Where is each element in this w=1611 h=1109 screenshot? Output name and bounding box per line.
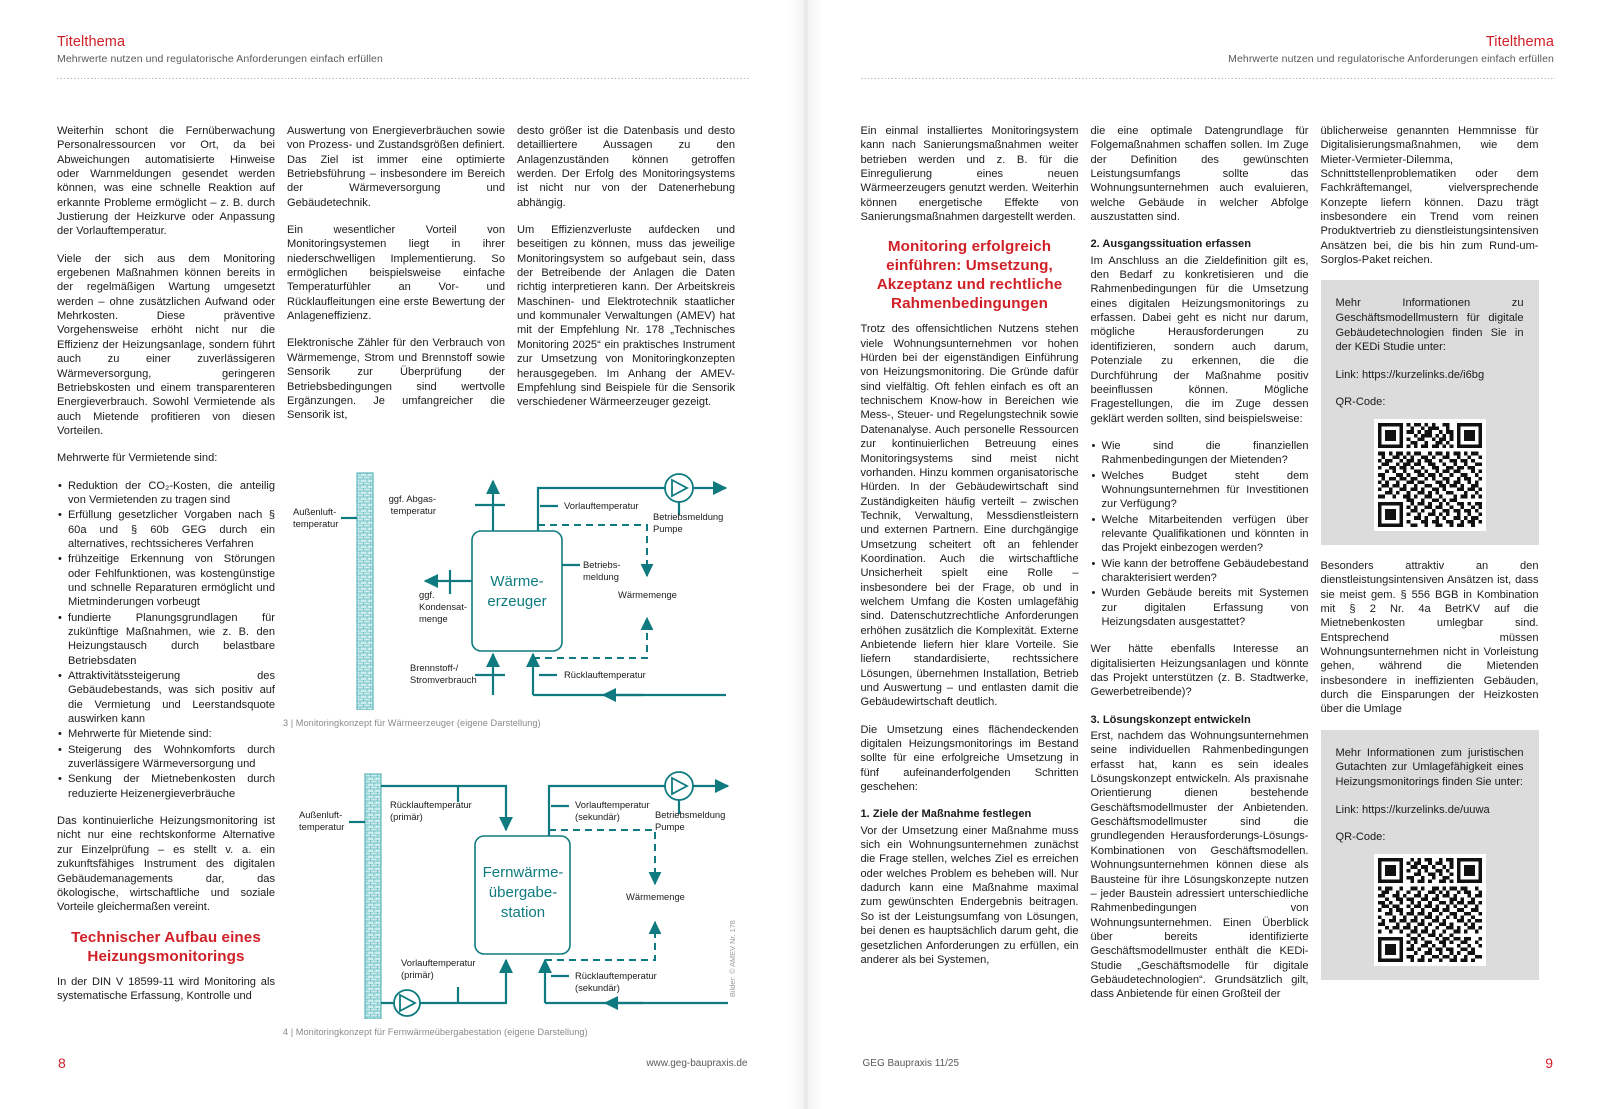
paragraph: Besonders attraktiv an den dienstleistungsintensiven Ansätzen ist, dass sie meist gem. § 556 BGB in Kombination mit § 2 Nr. 4a BetrKV auf die Mietnebenkosten umlegbar sind. Entsprechend müssen Wohnungsunternehmen nicht in Vorleistung gehen, während die Mietenden insbesondere in ineffizienten Gebäuden, durch die Einsparungen der Heizkosten über die Umlage <box>1320 560 1539 716</box>
paragraph: Elektronische Zähler für den Verbrauch von Wärmemenge, Strom und Brennstoff sowie Sensorik zur Überprüfung der Betriebsbedingungen sind wertvolle Ergänzungen. Je umfangreicher die Sensorik ist, <box>287 337 505 422</box>
right-page-number: 9 <box>1545 1055 1553 1071</box>
label-outside-air-temp-2: temperatur <box>293 518 339 529</box>
list-item: • Senkung der Mietnebenkosten durch reduzierte Heizenergieverbräuche <box>57 772 275 801</box>
label-outside-air-temp-2: temperatur <box>299 821 345 832</box>
label-return-secondary-1: Rücklauftemperatur <box>575 970 657 981</box>
info-box-kedi-studie <box>1321 280 1539 545</box>
left-column-1 <box>57 124 275 1016</box>
station-label-1: Fernwärme- <box>482 864 564 881</box>
paragraph: Im Anschluss an die Zieldefinition gilt es, den Bedarf zu konkretisieren und die Rahmenbedingungen für die Umsetzung eines digitalen Heizungsmonitorings zu erfassen. Dabei geht es nicht nur darum, mögliche Herausforderungen zu identifizieren, sondern auch darum, Potenziale zu erkennen, die die Durchführung der Maßnahme positiv beeinflussen können. Mögliche Fragestellungen, die im Zuge dessen geklärt werden sollten, sind beispielsweise: <box>1090 254 1309 425</box>
heat-generator-label-2: erzeuger <box>487 593 547 610</box>
paragraph: In der DIN V 18599-11 wird Monitoring als systematische Erfassung, Kontrolle und <box>57 975 275 1002</box>
right-page <box>806 0 1611 1109</box>
label-fuel-1: Brennstoff-/ <box>410 662 459 673</box>
figure-4-diagram <box>283 744 743 1019</box>
paragraph: die eine optimale Datengrundlage für Folgemaßnahmen schaffen sollen. Im Zuge der Definition des gewünschten Leistungsumfangs sollte das Wohnungsunternehmen auch evaluieren, welche Gebäude in welcher Abfolge auszustatten sind. <box>1090 125 1309 224</box>
paragraph: Weiterhin schont die Fernüberwachung Personalressourcen vor Ort, da bei Abweichungen automatisierte Hinweise oder Warnmeldungen gesendet werden können, was eine schnelle Reaktion auf erkannte Probleme ermöglicht – z. B. durch Justierung der Heizkurve oder Anpassung der Vorlauftemperatur. <box>57 125 275 238</box>
paragraph: desto größer ist die Datenbasis und desto detailliertere Aussagen zu den Anlagenzuständen können getroffen werden. Der Erfolg des Monitoringsystems ist nicht nur von der Datenerhebung abhängig. <box>517 125 735 209</box>
step-heading-2: 2. Ausgangssituation erfassen <box>1090 238 1251 251</box>
info-box-2-qr-label: QR-Code: <box>1335 831 1386 844</box>
qr-wrapper-2 <box>1336 854 1524 966</box>
label-outside-air-temp: Außenluft- <box>293 506 337 517</box>
right-running-head <box>1228 34 1554 65</box>
section-heading-technischer-aufbau: Technischer Aufbau eines Heizungsmonitorings <box>71 928 261 965</box>
label-heat-quantity: Wärmemenge <box>618 589 677 600</box>
label-condensate-1: ggf. <box>419 589 435 600</box>
paragraph: Vor der Umsetzung einer Maßnahme muss sich ein Wohnungsunternehmen zunächst die Frage stellen, welches Ziel es erreichen oder welches Problem es beheben will. Nur dadurch kann eine Maßnahme maximal zum gewünschten Endergebnis beitragen. So ist der Leistungsumfang von Lösungen, bei denen es hauptsächlich darum geht, die gesetzlichen Anforderungen zu erfüllen, ein anderer als bei Systemen, <box>860 824 1079 966</box>
label-heat-quantity: Wärmemenge <box>626 891 685 902</box>
paragraph: Erst, nachdem das Wohnungsunternehmen seine individuellen Rahmenbedingungen erfasst hat, kann es sein ideales Lösungskonzept entwickeln. Als praxisnahe Orientierung dienen bestehende Geschäftsmodellmuster der Anbietenden. Geschäftsmodellmuster sind die grundlegenden Herausforderungs-Lösungs-Kombinationen von Geschäftsmodellen. Wohnungsunternehmen können diese als Bausteine für ihre Lösungskonzepte nutzen – jeder Baustein adressiert unterschiedliche Rahmenbedingungen von Wohnungsunternehmen. Einen Überblick über bereits identifizierte Geschäftsmodellmuster enthält die KEDi-Studie „Geschäftsmodelle für digitale Gebäudetechnologien“. Grundsätzlich gilt, dass Anbietende für einen Großteil der <box>1090 730 1309 1001</box>
info-box-1-text: Mehr Informationen zu Geschäftsmodellmustern für digitale Gebäudetechnologien finden Sie in der KEDi Studie unter: <box>1335 297 1524 354</box>
label-flow-primary-2: (primär) <box>401 969 434 980</box>
figure-4-caption: 4 | Monitoringkonzept für Fernwärmeübergabestation (eigene Darstellung) <box>283 1027 588 1037</box>
label-fuel-2: Stromverbrauch <box>410 674 477 685</box>
label-condensate-2: Kondensat- <box>419 601 467 612</box>
section-heading-monitoring-einfuehren: Monitoring erfolgreich einführen: Umsetzung, Akzeptanz und rechtliche Rahmenbedingungen <box>876 238 1063 313</box>
label-condensate-3: menge <box>419 613 448 624</box>
right-column-2 <box>1091 124 1309 1015</box>
qr-wrapper-1 <box>1336 419 1524 531</box>
right-runhead-kicker: Titelthema <box>1485 34 1554 50</box>
station-label-3: station <box>500 904 546 921</box>
list-item: • Attraktivitätssteigerung des Gebäudebestands, was sich positiv auf die Vermietung und Leerstandsquote auswirken kann <box>57 669 275 726</box>
label-flue-gas-temp: ggf. Abgas- <box>388 493 436 504</box>
label-flue-gas-temp-2: temperatur <box>390 505 436 516</box>
paragraph: Ein wesentlicher Vorteil von Monitoringsystemen liegt in ihrer niederschwelligen Implementierung. So ermöglichen beispielsweise einfache Temperaturfühler an Vor- und Rücklaufleitungen eine erste Bewertung der Anlageneffizienz. <box>287 224 505 323</box>
qr-code-1[interactable] <box>1374 419 1486 531</box>
list-item: • Steigerung des Wohnkomforts durch zuverlässigere Wärmeversorgung und <box>57 743 275 772</box>
list-item: • Welches Budget steht dem Wohnungsunternehmen für Investitionen zur Verfügung? <box>1091 469 1309 512</box>
right-column-1 <box>861 124 1079 1015</box>
right-column-3 <box>1321 124 1539 1015</box>
info-box-2-text: Mehr Informationen zum juristischen Gutachten zur Umlagefähigkeit eines Heizungsmonitorings finden Sie unter: <box>1335 746 1524 788</box>
label-pump-status-1: Betriebsmeldung <box>653 511 724 522</box>
figure-3-diagram <box>283 458 743 710</box>
label-outside-air-temp: Außenluft- <box>299 809 343 820</box>
list-item: • Wie sind die finanziellen Rahmenbedingungen der Mietenden? <box>1091 439 1309 468</box>
label-pump-status-2: Pumpe <box>655 821 685 832</box>
paragraph: Um Effizienzverluste aufdecken und beseitigen zu können, muss das jeweilige Monitoringsystem so aufgebaut sein, dass der Betreibende der Anlagen die Daten richtig interpretieren kann. Der Arbeitskreis Maschinen- und Elektrotechnik staatlicher und kommunaler Verwaltungen (AMEV) hat mit der Empfehlung Nr. 178 „Technisches Monitoring 2025“ ein praktisches Instrument zur Umsetzung von Monitoringkonzepten herausgegeben. Im Anhang der AMEV-Empfehlung sind Beispiele für die Sensorik verschiedener Wärmeerzeuger gezeigt. <box>517 224 735 409</box>
list-item: • fundierte Planungsgrundlagen für zukünftige Maßnahmen, wie z. B. den Heizungstausch durch belastbare Betriebsdaten <box>57 611 275 668</box>
info-box-1-qr-label: QR-Code: <box>1335 396 1386 409</box>
left-header-rule <box>57 78 749 79</box>
label-pump-status-1: Betriebsmeldung <box>655 809 726 820</box>
label-return-primary-2: (primär) <box>390 811 423 822</box>
step-heading-1: 1. Ziele der Maßnahme festlegen <box>860 808 1032 821</box>
paragraph: Das kontinuierliche Heizungsmonitoring ist nicht nur eine rechtskonforme Alternative zur Einzelprüfung – es stellt v. a. ein zukunftsfähiges Instrument des digitalen Gebäudemanagements dar, das ökologische, wirtschaftliche und soziale Vorteile gleichermaßen vereint. <box>57 815 275 914</box>
right-footer-issue: GEG Baupraxis 11/25 <box>862 1058 960 1069</box>
list-item: • frühzeitige Erkennung von Störungen oder Fehlfunktionen, was kostengünstige und schnelle Reparaturen ermöglicht und Mietminderungen vorbeugt <box>57 552 275 609</box>
image-credit: Bilder: © AMEV Nr. 178 <box>728 920 737 997</box>
benefits-list <box>57 479 275 802</box>
list-item: • Wurden Gebäude bereits mit Systemen zur digitalen Erfassung von Heizungsdaten ausgestattet? <box>1091 586 1309 629</box>
info-box-1-link[interactable]: Link: https://kurzelinks.de/i6bg <box>1335 368 1485 381</box>
right-columns <box>861 124 1555 1015</box>
paragraph: Die Umsetzung eines flächendeckenden digitalen Heizungsmonitorings im Bestand sollte für eine erfolgreiche Umsetzung in fünf aufeinanderfolgenden Schritten geschehen: <box>860 723 1079 794</box>
building-wall-icon <box>357 473 373 710</box>
label-return-temp: Rücklauftemperatur <box>564 669 646 680</box>
label-flow-primary-1: Vorlauftemperatur <box>401 957 476 968</box>
questions-list <box>1091 439 1309 629</box>
qr-code-icon <box>1378 858 1482 962</box>
paragraph: Ein einmal installiertes Monitoringsystem kann nach Sanierungsmaßnahmen weiter betrieben werden und z. B. für die Einregulierung eines neuen Wärmeerzeugers genutzt werden. Weiterhin können energetische Effekte von Sanierungsmaßnahmen dargestellt werden. <box>860 125 1079 224</box>
step-heading-3: 3. Lösungskonzept entwickeln <box>1090 713 1251 726</box>
label-pump-status-2: Pumpe <box>653 523 683 534</box>
paragraph: Mehrwerte für Vermietende sind: <box>57 452 218 465</box>
info-box-2-link[interactable]: Link: https://kurzelinks.de/uuwa <box>1335 803 1490 816</box>
label-operating-msg-1: Betriebs- <box>583 559 621 570</box>
right-header-rule <box>861 78 1555 79</box>
building-wall-icon <box>365 774 381 1019</box>
left-runhead-subtitle: Mehrwerte nutzen und regulatorische Anforderungen einfach erfüllen <box>57 53 383 65</box>
figure-3-monitoringkonzept-waermeerzeuger <box>283 458 749 728</box>
label-return-primary-1: Rücklauftemperatur <box>390 799 472 810</box>
label-flow-secondary-2: (sekundär) <box>575 811 620 822</box>
paragraph: Wer hätte ebenfalls Interesse an digitalisierten Heizungsanlagen und könnte das Projekt unterstützen (z. B. Stadtwerke, Gewerbetreibende)? <box>1090 643 1309 699</box>
right-runhead-subtitle: Mehrwerte nutzen und regulatorische Anforderungen einfach erfüllen <box>1228 53 1554 65</box>
paragraph: Viele der sich aus dem Monitoring ergebenen Maßnahmen können bereits in der regelmäßigen Wartung umgesetzt werden – ohne zusätzlichen Aufwand oder Mehrkosten. Diese präventive Vorgehensweise erhöht nicht nur die Effizienz der Heizungsanlage, sondern führt auch zu einer zuverlässigeren Wärmeversorgung, geringeren Betriebskosten und einem transparenteren Energieverbrauch. Sowohl Vermietende als auch Mietende profitieren von diesen Vorteilen. <box>57 252 275 437</box>
qr-code-icon <box>1378 423 1482 527</box>
station-label-2: übergabe- <box>488 884 558 901</box>
left-page-number: 8 <box>58 1055 66 1071</box>
list-item: • Mehrwerte für Mietende sind: <box>57 727 275 741</box>
list-item: • Wie kann der betroffene Gebäudebestand charakterisiert werden? <box>1091 557 1309 586</box>
figure-3-caption: 3 | Monitoringkonzept für Wärmeerzeuger (eigene Darstellung) <box>283 718 541 728</box>
info-box-juristisches-gutachten <box>1321 730 1539 980</box>
figure-4-monitoringkonzept-fernwaermeuebergabestation <box>283 744 749 1037</box>
heat-generator-label-1: Wärme- <box>490 573 544 590</box>
paragraph: üblicherweise genannten Hemmnisse für Digitalisierungsmaßnahmen, wie dem Mieter-Vermieter-Dilemma, Schnittstellenproblematiken oder dem Fachkräftemangel, vielversprechende Konzepte liefern können. Dazu trägt insbesondere ein Trend vom reinen Produktvertrieb zu dienstleistungsintensiven Ansätzen bei, die bis hin zum Rund-um-Sorglos-Paket reichen. <box>1320 125 1539 267</box>
label-flow-temp: Vorlauftemperatur <box>564 500 639 511</box>
left-running-head <box>57 34 383 65</box>
label-flow-secondary-1: Vorlauftemperatur <box>575 799 650 810</box>
paragraph: Trotz des offensichtlichen Nutzens stehen viele Wohnungsunternehmen vor hohen Hürden bei der eigenständigen Einführung von Heizungsmonitoring. Die Gründe dafür sind vielfältig. Oft fehlen einfach es oft an technischem Know-how in Bereichen wie Mess-, Steuer- und Regelungstechnik sowie Datenanalyse. Auch personelle Ressourcen zur kontinuierlichen Betreuung eines Monitoringsystems sind meist nicht vorhanden. Hinzu kommen organisatorische Hürden. In der Gebäudewirtschaft sind Zuständigkeiten häufig verteilt – zwischen Technik, Verwaltung, Messdienstleistern und externen Partnern. Eine durchgängige Umsetzung scheitert oft an fehlender Koordination. Auch die wirtschaftliche Unsicherheit spielt eine Rolle – insbesondere bei der Frage, ob und in welchem Umfang die Kosten umlagefähig sind. Datenschutzrechtliche Anforderungen erhöhen zusätzlich die Komplexität. Externe Anbietende liefern hier klare Vorteile. Sie liefern standardisierte, rechtssichere Lösungen, übernehmen Installation, Betrieb und Auswertung – und entlasten damit die Gebäudewirtschaft deutlich. <box>860 323 1079 709</box>
list-item: • Erfüllung gesetzlicher Vorgaben nach § 60a und § 60b GEG durch ein alternatives, rechtssicheres Verfahren <box>57 508 275 551</box>
left-footer-url: www.geg-baupraxis.de <box>646 1058 748 1069</box>
heat-generator-box <box>472 531 562 651</box>
qr-code-2[interactable] <box>1374 854 1486 966</box>
left-runhead-kicker: Titelthema <box>57 34 126 50</box>
list-item: • Welche Mitarbeitenden verfügen über relevante Qualifikationen und könnten in das Projekt einbezogen werden? <box>1091 513 1309 556</box>
label-return-secondary-2: (sekundär) <box>575 982 620 993</box>
label-operating-msg-2: meldung <box>583 571 619 582</box>
list-item: • Reduktion der CO₂-Kosten, die anteilig von Vermietenden zu tragen sind <box>57 479 275 508</box>
paragraph: Auswertung von Energieverbräuchen sowie von Prozess- und Zustandsgrößen definiert. Das Ziel ist immer eine optimierte Betriebsführung – insbesondere im Bereich der Wärmeversorgung und Gebäudetechnik. <box>287 125 505 209</box>
